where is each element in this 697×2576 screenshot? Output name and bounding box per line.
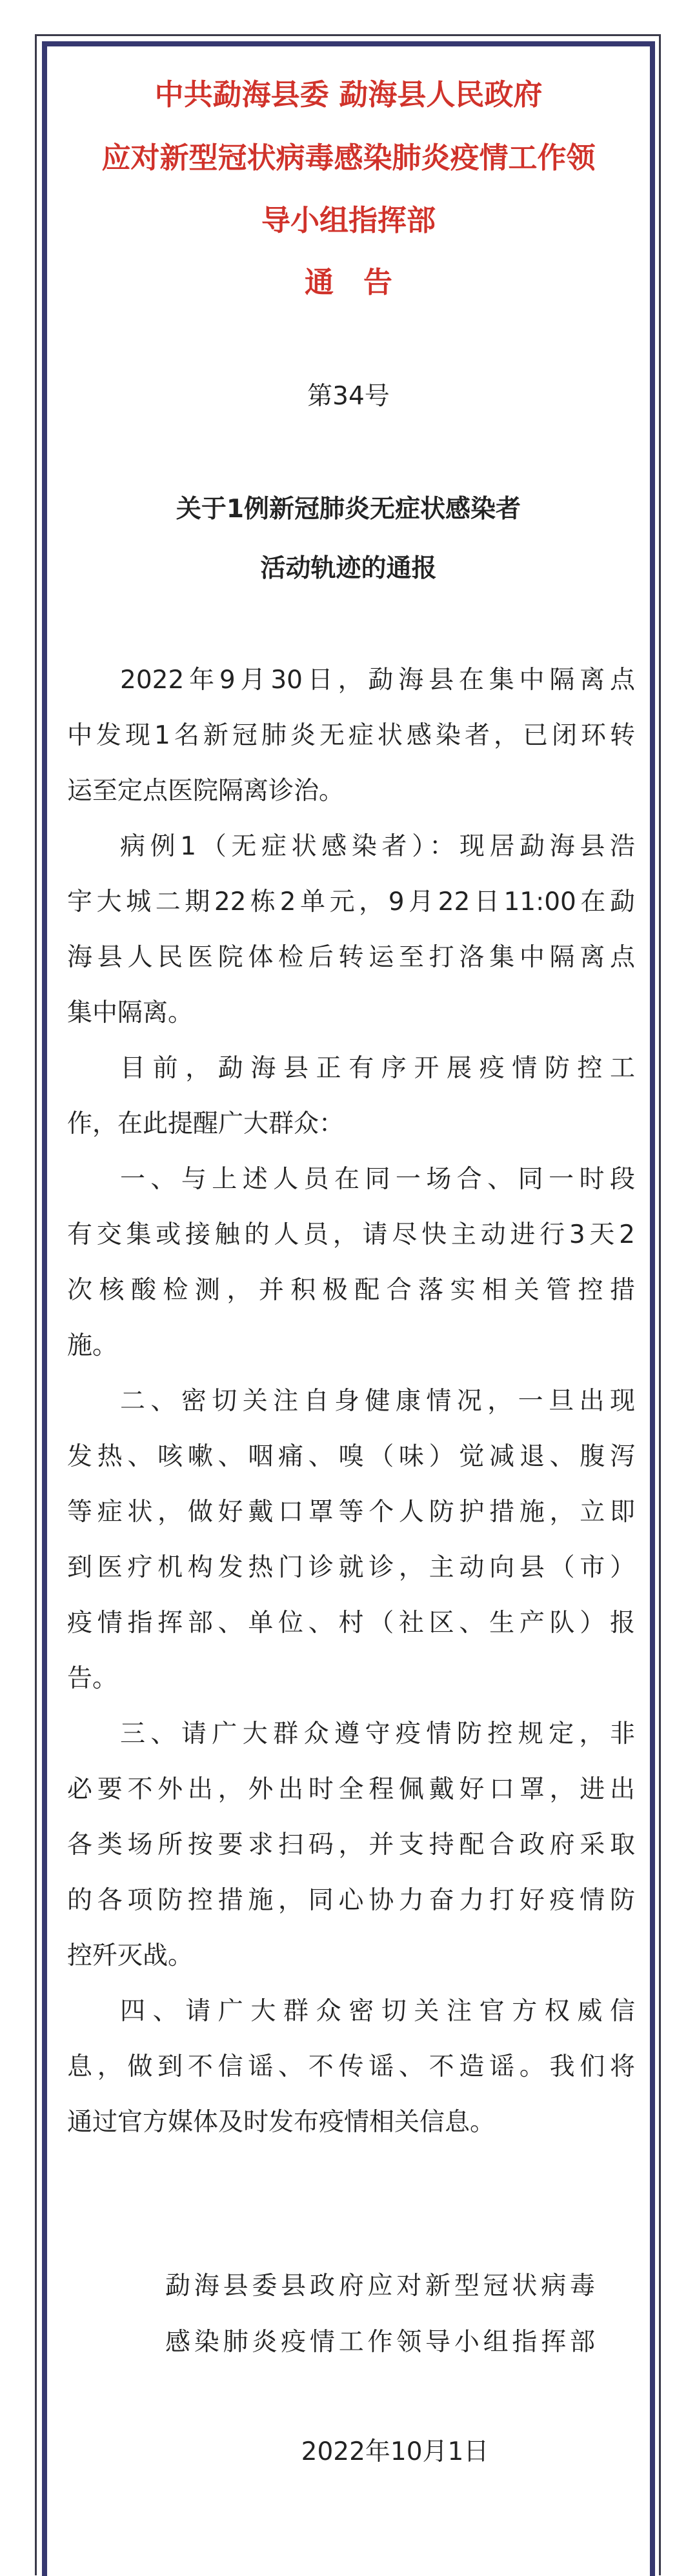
body-line: 疫情指挥部、单位、村（社区、生产队）报 — [67, 1609, 635, 1638]
notice-label: 通告 — [304, 265, 422, 299]
issuer-title-line-3: 导小组指挥部 — [261, 203, 436, 237]
body-line: 集中隔离。 — [67, 998, 194, 1027]
notice-body — [67, 653, 635, 2150]
body-line: 的各项防控措施，同心协力奋力打好疫情防 — [67, 1886, 635, 1915]
body-line: 病例1（无症状感染者）：现居勐海县浩 — [120, 832, 635, 861]
paragraph-item-3 — [67, 1707, 635, 1984]
body-line: 必要不外出，外出时全程佩戴好口罩，进出 — [67, 1775, 635, 1804]
body-line: 目前，勐海县正有序开展疫情防控工 — [120, 1054, 635, 1083]
body-line: 有交集或接触的人员，请尽快主动进行3天2 — [67, 1220, 635, 1249]
issue-date: 2022年10月1日 — [301, 2437, 489, 2466]
body-line: 一、与上述人员在同一场合、同一时段 — [120, 1165, 635, 1194]
issuer-title-line-1: 中共勐海县委 勐海县人民政府 — [154, 77, 543, 112]
paragraph-item-1 — [67, 1152, 635, 1374]
body-line: 通过官方媒体及时发布疫情相关信息。 — [67, 2108, 496, 2137]
body-line: 施。 — [67, 1331, 118, 1360]
body-line: 次核酸检测，并积极配合落实相关管控措 — [67, 1276, 635, 1305]
body-line: 息，做到不信谣、不传谣、不造谣。我们将 — [67, 2052, 635, 2081]
signature-line-1: 勐海县委县政府应对新型冠状病毒 — [165, 2272, 595, 2301]
paragraph-case-1 — [67, 819, 635, 1041]
body-line: 2022年9月30日，勐海县在集中隔离点 — [120, 666, 635, 695]
paragraph-reminder-intro — [67, 1041, 635, 1152]
body-line: 中发现1名新冠肺炎无症状感染者，已闭环转 — [67, 721, 635, 750]
paragraph-item-2 — [67, 1374, 635, 1707]
body-line: 作，在此提醒广大群众： — [67, 1109, 345, 1138]
body-line: 等症状，做好戴口罩等个人防护措施，立即 — [67, 1498, 635, 1527]
body-line: 发热、咳嗽、咽痛、嗅（味）觉减退、腹泻 — [67, 1442, 635, 1471]
body-line: 四、请广大群众密切关注官方权威信 — [120, 1997, 635, 2026]
body-line: 告。 — [67, 1664, 118, 1693]
paragraph-incident — [67, 653, 635, 819]
body-line: 宇大城二期22栋2单元，9月22日11:00在勐 — [67, 887, 635, 916]
issuer-title-line-2: 应对新型冠状病毒感染肺炎疫情工作领 — [101, 141, 596, 175]
body-line: 控歼灭战。 — [67, 1941, 194, 1970]
subject-line-1: 关于1例新冠肺炎无症状感染者 — [176, 495, 521, 524]
body-line: 运至定点医院隔离诊治。 — [67, 777, 345, 806]
signature-line-2: 感染肺炎疫情工作领导小组指挥部 — [165, 2328, 595, 2357]
body-line: 二、密切关注自身健康情况，一旦出现 — [120, 1387, 635, 1416]
body-line: 各类场所按要求扫码，并支持配合政府采取 — [67, 1830, 635, 1859]
paragraph-item-4 — [67, 1984, 635, 2150]
document-number: 第34号 — [307, 382, 390, 411]
subject-line-2: 活动轨迹的通报 — [260, 554, 437, 583]
body-line: 到医疗机构发热门诊就诊，主动向县（市） — [67, 1553, 635, 1582]
body-line: 海县人民医院体检后转运至打洛集中隔离点 — [67, 943, 635, 972]
body-line: 三、请广大群众遵守疫情防控规定，非 — [120, 1719, 635, 1749]
